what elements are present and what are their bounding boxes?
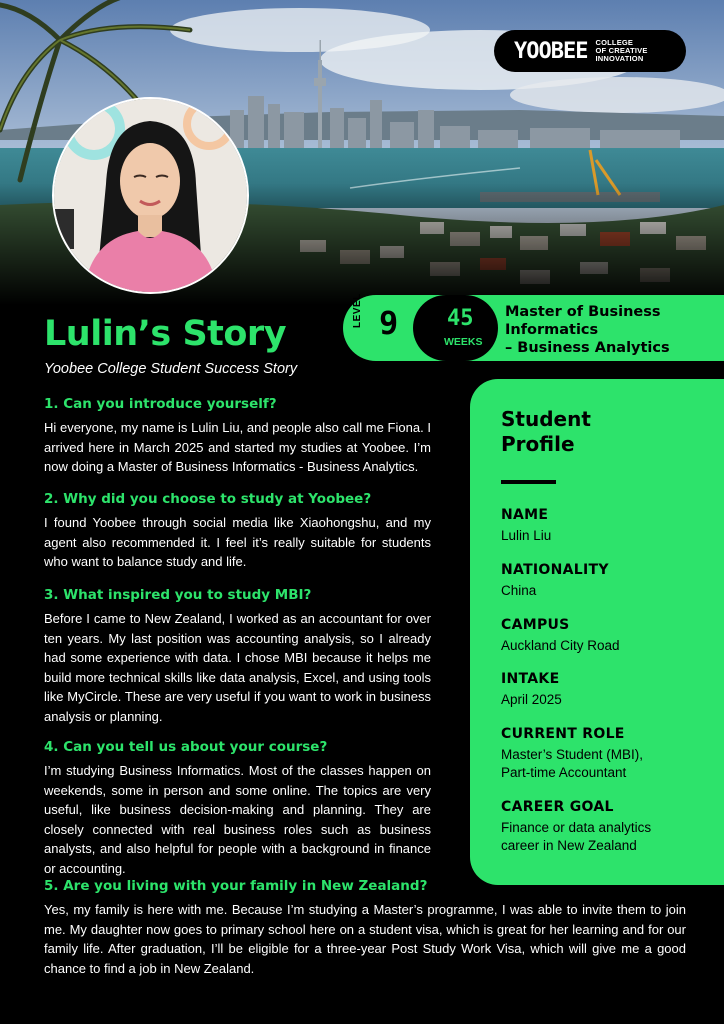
question-heading: 1. Can you introduce yourself? (44, 396, 277, 412)
qa-section-3 (44, 587, 431, 727)
weeks-value: 45 (447, 306, 474, 331)
level-value: 9 (379, 304, 399, 342)
profile-field-career-goal: CAREER GOAL Finance or data analytics career in New Zealand (501, 799, 652, 853)
profile-title: Student Profile (501, 407, 591, 456)
page-title: Lulin’s Story (44, 314, 287, 354)
page-subtitle: Yoobee College Student Success Story (44, 361, 298, 377)
profile-field-name: NAME Lulin Liu (501, 507, 552, 543)
qa-section-1 (44, 396, 431, 477)
profile-divider (501, 480, 556, 484)
question-heading: 5. Are you living with your family in New Zealand? (44, 878, 428, 894)
yoobee-logo (494, 30, 686, 72)
question-heading: 3. What inspired you to study MBI? (44, 587, 312, 603)
qa-section-2 (44, 491, 431, 572)
student-profile-card (470, 379, 724, 885)
answer-text: I found Yoobee through social media like Xiaohongshu, and my agent also recommended it. I feel it’s really suitable for students who want to balance study and life. (44, 515, 431, 570)
level-label: LEVEL (352, 293, 363, 328)
logo-wordmark: YOOBEE (514, 38, 588, 64)
question-heading: 4. Can you tell us about your course? (44, 739, 328, 755)
student-portrait (52, 97, 249, 294)
answer-text: I’m studying Business Informatics. Most of the classes happen on weekends, some in person and some online. The topics are very useful, like business decision-making and planning. They are closely connected with real business roles such as business analysts, and also helpful for people with a background in finance or accounting. (44, 763, 431, 876)
program-name: Master of Business Informatics – Business Analytics (505, 304, 670, 356)
question-heading: 2. Why did you choose to study at Yoobee? (44, 491, 372, 507)
answer-text: Before I came to New Zealand, I worked as an accountant for over ten years. My last position was accounting analysis, so I already had some experience with data. I chose MBI because it helps me build more technical skills like data analysis, Excel, and using tools like MyCircle. These are very useful if you want to work in business analysis or planning. (44, 611, 431, 724)
profile-field-campus: CAMPUS Auckland City Road (501, 617, 620, 653)
answer-text: Yes, my family is here with me. Because I’m studying a Master’s programme, I was able to invite them to join me. My daughter now goes to primary school here on a student visa, which is great for her learning and for our family life. After graduation, I’ll be eligible for a three-year Post Study Work Visa, which will give me a good chance to find a job in New Zealand. (44, 902, 686, 976)
profile-field-intake: INTAKE April 2025 (501, 671, 562, 707)
logo-subtitle: COLLEGE OF CREATIVE INNOVATION (595, 38, 648, 63)
qa-section-5 (44, 878, 686, 978)
profile-field-current-role: CURRENT ROLE Master’s Student (MBI), Part-time Accountant (501, 726, 644, 780)
profile-field-nationality: NATIONALITY China (501, 562, 609, 598)
answer-text: Hi everyone, my name is Lulin Liu, and people also call me Fiona. I arrived here in March 2025 and started my studies at Yoobee. I’m now doing a Master of Business Informatics - Business Analytics. (44, 420, 431, 475)
weeks-label: WEEKS (444, 336, 483, 348)
qa-section-4 (44, 739, 431, 879)
